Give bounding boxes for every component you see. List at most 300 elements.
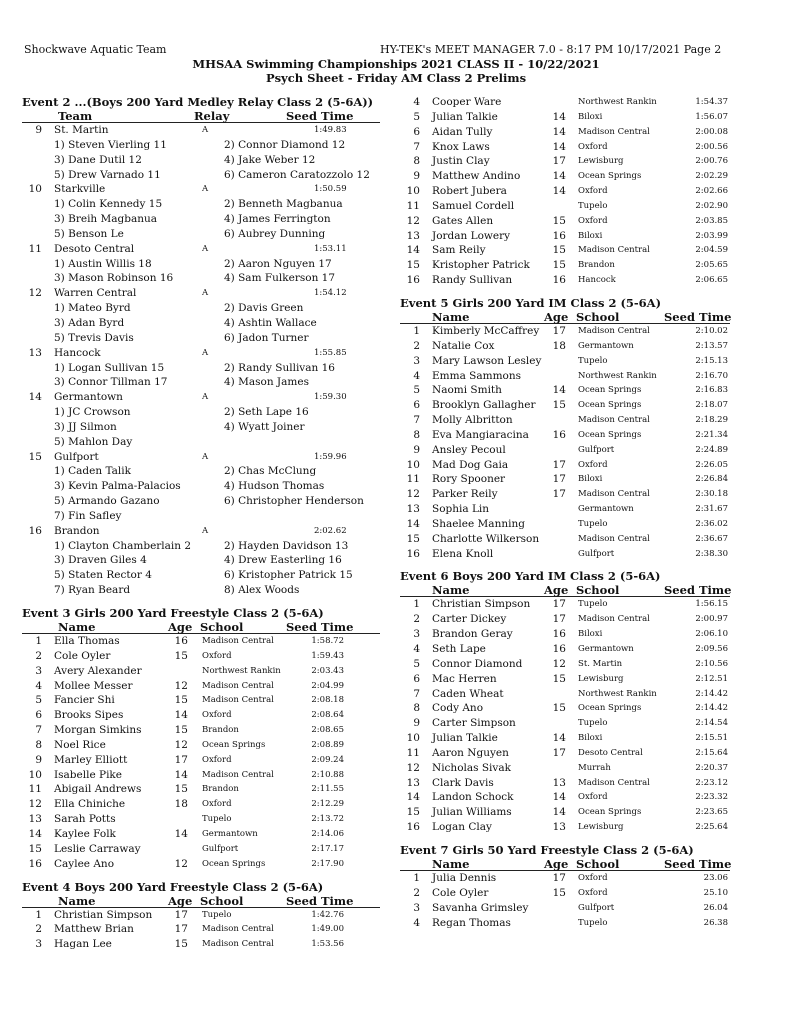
swimmer-name: Cooper Ware [432,96,502,108]
rank: 10 [28,768,42,781]
rank: 4 [413,643,420,655]
seed-time: 2:18.07 [695,400,728,411]
swimmer-name: Regan Thomas [432,916,511,929]
rank: 12 [28,287,42,300]
header-school: School [200,893,244,908]
swimmer: 5) Mahlon Day [54,435,133,448]
school: Madison Central [202,769,274,780]
swimmer-name: Aidan Tully [432,125,493,138]
relay-swimmer-row [22,509,380,524]
entry-row [22,768,380,783]
rank: 9 [413,170,420,183]
swimmer-name: Caylee Ano [54,857,115,870]
table-header [22,109,380,123]
swimmer-name: Cole Oyler [54,649,111,662]
seed-time: 23.06 [703,872,728,883]
swimmer: 7) Fin Safley [54,509,122,522]
age: 17 [552,488,566,501]
header-name: Name [432,856,470,871]
entry-row [400,916,730,931]
swimmer-name: Caden Wheat [432,687,504,700]
header-school: School [576,856,620,871]
entry-row [22,723,380,738]
entry-row [22,827,380,842]
swimmer-name: Logan Clay [432,821,492,834]
table-header [22,894,380,908]
school: Gulfport [202,843,239,854]
entry-row [22,937,380,952]
swimmer-name: Fancier Shi [54,694,115,707]
header-age: Age [544,856,569,871]
school: Lewisburg [578,156,624,167]
age: 17 [174,908,188,921]
swimmer-name: Sarah Potts [54,813,116,826]
rank: 14 [28,391,42,404]
swimmer-name: Sam Reily [432,244,486,257]
swimmer-name: Ella Chiniche [54,798,126,811]
age: 17 [174,753,188,766]
entry-row [22,708,380,723]
age: 17 [552,473,566,486]
entry-row [400,701,730,716]
rank: 1 [413,598,420,611]
rank: 10 [406,185,420,198]
entry-row [400,428,730,443]
school: Ocean Springs [202,739,266,750]
entry-row [400,871,730,886]
seed-time: 2:03.43 [311,665,344,676]
seed-time: 2:17.17 [311,843,344,854]
seed-time: 2:10.88 [311,769,344,780]
seed-time: 2:09.24 [311,754,344,765]
swimmer-name: Julian Talkie [432,110,498,123]
entry-row [22,857,380,872]
swimmer-name: Justin Clay [432,155,490,168]
swimmer-name: Jordan Lowery [432,229,511,242]
school: Biloxi [578,230,603,241]
seed-time: 1:58.72 [311,636,344,646]
school: Germantown [578,644,634,654]
school: Oxford [578,186,608,197]
entry-row [400,214,730,229]
seed-time: 2:10.56 [695,658,728,669]
header-age: Age [168,893,193,908]
seed-time: 2:00.08 [695,126,728,137]
sheet-title: Psych Sheet - Friday AM Class 2 Prelims [265,71,527,85]
rank: 3 [35,938,42,951]
swimmer-name: Randy Sullivan [432,274,513,287]
team-name: Warren Central [54,287,137,300]
swimmer-name: Shaelee Manning [432,517,525,530]
age: 12 [174,679,188,692]
relay-swimmer-row [22,361,380,376]
swimmer-name: Carter Dickey [432,613,507,626]
rank: 7 [35,724,42,737]
entry-row [400,687,730,702]
relay-team-row [22,450,380,465]
seed-time: 25.10 [703,887,728,898]
school: Madison Central [202,680,274,691]
swimmer-name: Savanha Grimsley [432,901,529,914]
right-column [400,95,730,930]
seed-time: 1:49.00 [311,924,344,935]
entry-row [400,369,730,384]
table-header [22,620,380,634]
seed-time: 2:14.54 [695,718,728,729]
entry-row [22,922,380,937]
entry-row [400,110,730,125]
swimmer: 3) Mason Robinson 16 [54,272,174,285]
entry-row [22,842,380,857]
entry-row [400,154,730,169]
entry-row [400,820,730,835]
age: 16 [174,635,188,647]
rank: 11 [406,746,420,759]
swimmer-name: Landon Schock [432,791,514,804]
school: Tupelo [578,917,608,928]
rank: 6 [413,125,420,138]
seed-time: 1:55.85 [314,347,347,358]
swimmer: 4) Ashtin Wallace [224,316,317,329]
age: 14 [552,384,566,397]
relay-letter: A [202,392,209,403]
swimmer: 4) Jake Weber 12 [224,153,316,166]
rank: 15 [406,806,420,819]
relay-swimmer-row [22,197,380,212]
swimmer: 1) Caden Talik [54,465,131,478]
swimmer: 6) Aubrey Dunning [224,227,326,240]
swimmer: 3) Breih Magbanua [54,213,158,226]
swimmer: 5) Armando Gazano [54,495,160,508]
age: 17 [552,746,566,759]
rank: 3 [35,664,42,677]
rank: 4 [35,679,42,692]
entry-row [400,140,730,155]
swimmer-name: Eva Mangiaracina [432,428,529,441]
swimmer: 2) Connor Diamond 12 [224,138,346,151]
relay-swimmer-row [22,212,380,227]
team-name: Shockwave Aquatic Team [24,43,167,56]
entry-row [400,627,730,642]
relay-team-row [22,182,380,197]
school: Madison Central [202,924,274,935]
header-school: School [200,620,244,634]
seed-time: 1:59.96 [314,451,347,462]
rank: 16 [406,821,420,834]
age: 16 [552,628,566,641]
school: Brandon [578,260,615,271]
swimmer-name: Morgan Simkins [54,724,142,737]
seed-time: 2:15.51 [695,733,728,744]
age: 15 [174,938,188,951]
rank: 7 [413,140,420,153]
rank: 1 [35,908,42,921]
seed-time: 2:26.05 [695,459,728,470]
swimmer-name: Isabelle Pike [54,768,122,781]
seed-time: 2:38.30 [695,548,728,559]
swimmer-name: Seth Lape [432,643,486,655]
school: Germantown [202,828,258,839]
swimmer-name: Marley Elliott [54,753,128,766]
rank: 7 [413,414,420,427]
seed-time: 2:16.70 [695,370,728,381]
seed-time: 2:08.18 [311,695,344,706]
entry-row [400,383,730,398]
swimmer: 3) Dane Dutil 12 [54,153,142,166]
seed-time: 2:13.57 [695,340,728,351]
rank: 14 [406,791,420,804]
entry-row [22,679,380,694]
swimmer-name: Parker Reily [432,488,498,501]
swimmer: 4) Wyatt Joiner [224,420,305,433]
seed-time: 2:17.90 [311,858,344,869]
rank: 8 [413,702,420,715]
age: 17 [552,598,566,611]
age: 16 [552,643,566,655]
swimmer-name: Connor Diamond [432,657,523,670]
age: 15 [174,783,188,796]
relay-swimmer-row [22,153,380,168]
rank: 12 [406,488,420,501]
relay-list [22,123,380,598]
relay-team-row [22,242,380,257]
seed-time: 2:02.90 [695,200,728,211]
event-title: Event 4 Boys 200 Yard Freestyle Class 2 (5-6A) [22,879,324,894]
swimmer-name: Leslie Carraway [54,842,141,855]
age: 16 [552,229,566,242]
age: 17 [552,613,566,626]
seed-time: 2:04.59 [695,245,728,256]
left-column [22,95,380,952]
school: Lewisburg [578,673,624,684]
seed-time: 1:56.15 [695,599,728,610]
school: Hancock [578,275,616,286]
relay-swimmer-row [22,331,380,346]
event-title: Event 6 Boys 200 Yard IM Class 2 (5-6A) [400,569,661,584]
team-name: Brandon [54,524,100,537]
team-name: St. Martin [54,124,109,136]
school: Madison Central [578,325,650,336]
entry-row [400,339,730,354]
rank: 3 [413,901,420,914]
rank: 2 [35,923,42,936]
swimmer-name: Nicholas Sivak [432,761,511,774]
swimmer-name: Christian Simpson [54,908,153,921]
relay-team-row [22,286,380,301]
swimmer: 5) Staten Rector 4 [54,569,152,582]
entry-row [400,790,730,805]
swimmer-name: Samuel Cordell [432,199,515,212]
rank: 14 [406,517,420,530]
relay-letter: A [202,347,209,358]
swimmer-name: Kimberly McCaffrey [432,324,540,337]
swimmer-name: Brooklyn Gallagher [432,399,536,412]
school: Madison Central [578,614,650,625]
entry-row [400,761,730,776]
entry-list [400,597,730,835]
header-name: Name [432,583,470,598]
header-school: School [576,583,620,598]
rank: 9 [35,124,42,136]
table-header [400,310,730,324]
entry-row [22,797,380,812]
school: Madison Central [578,415,650,426]
seed-time: 1:49.83 [314,125,347,135]
seed-time: 2:18.29 [695,415,728,426]
relay-team-row [22,346,380,361]
entry-row [400,517,730,532]
seed-time: 1:54.37 [695,97,728,107]
swimmer: 4) Drew Easterling 16 [224,554,342,567]
school: Biloxi [578,474,603,485]
school: Tupelo [202,909,232,920]
swimmer-name: Abigail Andrews [54,783,142,796]
age: 14 [174,768,188,781]
school: Madison Central [578,489,650,500]
entry-row [22,634,380,649]
entry-list [400,871,730,930]
swimmer: 2) Hayden Davidson 13 [224,539,349,552]
event-title: Event 5 Girls 200 Yard IM Class 2 (5-6A) [400,295,662,310]
seed-time: 2:24.89 [695,444,728,455]
swimmer-name: Kaylee Folk [54,827,116,840]
seed-time: 2:12.29 [311,799,344,810]
entry-row [400,95,730,110]
rank: 16 [28,524,42,537]
age: 17 [552,871,566,884]
entry-row [400,324,730,339]
entry-row [400,398,730,413]
swimmer-name: Avery Alexander [54,664,142,677]
swimmer: 1) Austin Willis 18 [54,257,152,270]
rank: 6 [413,399,420,412]
swimmer: 4) James Ferrington [224,213,331,226]
age: 15 [552,244,566,257]
rank: 7 [413,687,420,700]
school: Biloxi [578,111,603,122]
entry-row [22,738,380,753]
school: Northwest Rankin [202,665,281,676]
rank: 10 [406,458,420,471]
entry-row [400,169,730,184]
age: 15 [552,259,566,272]
rank: 12 [406,761,420,774]
entry-row [400,547,730,562]
entry-row [400,805,730,820]
school: Germantown [578,504,634,515]
school: Desoto Central [578,747,643,758]
school: Oxford [202,754,232,765]
rank: 15 [406,259,420,272]
swimmer: 5) Benson Le [54,227,124,240]
entry-row [400,532,730,547]
swimmer: 2) Randy Sullivan 16 [224,361,335,374]
swimmer-name: Clark Davis [432,776,494,789]
swimmer: 3) Kevin Palma-Palacios [54,480,181,493]
seed-time: 1:53.11 [314,243,347,254]
entry-row [400,184,730,199]
rank: 5 [35,694,42,707]
seed-time: 2:14.42 [695,688,728,699]
age: 15 [174,724,188,737]
entry-row [400,731,730,746]
relay-swimmer-row [22,568,380,583]
relay-swimmer-row [22,494,380,509]
swimmer: 3) Draven Giles 4 [54,554,147,567]
age: 15 [174,649,188,662]
relay-team-row [22,524,380,539]
seed-time: 2:12.51 [695,673,728,684]
relay-swimmer-row [22,479,380,494]
school: Biloxi [578,629,603,640]
rank: 10 [28,183,42,196]
seed-time: 2:04.99 [311,680,344,691]
swimmer-name: Cole Oyler [432,886,489,899]
header-name: Name [432,309,470,324]
age: 15 [552,672,566,685]
swimmer: 3) Adan Byrd [54,316,125,329]
team-name: Hancock [54,346,101,359]
school: Madison Central [578,533,650,544]
swimmer: 8) Alex Woods [224,584,300,597]
seed-time: 2:00.97 [695,614,728,625]
rank: 4 [413,369,420,382]
header-age: Age [544,309,569,324]
school: Madison Central [202,939,274,950]
swimmer: 3) Connor Tillman 17 [54,376,168,389]
relay-swimmer-row [22,539,380,554]
school: Oxford [202,650,232,661]
school: Madison Central [578,245,650,256]
rank: 14 [406,244,420,257]
swimmer: 6) Christopher Henderson [224,495,364,508]
event-title: Event 2 ...(Boys 200 Yard Medley Relay Class 2 (5-6A)) [22,95,374,109]
swimmer: 7) Ryan Beard [54,584,131,597]
rank: 5 [413,657,420,670]
swimmer: 6) Jadon Turner [224,331,309,344]
swimmer: 4) Mason James [224,376,309,389]
age: 14 [174,827,188,840]
swimmer: 4) Hudson Thomas [224,480,325,493]
swimmer: 2) Benneth Magbanua [224,198,343,211]
entry-row [400,612,730,627]
school: Oxford [202,710,232,721]
entry-row [400,657,730,672]
relay-swimmer-row [22,301,380,316]
swimmer-name: Julian Williams [432,806,512,819]
swimmer-name: Cody Ano [432,702,484,715]
entry-row [400,642,730,657]
age: 15 [552,886,566,899]
school: Biloxi [578,733,603,744]
entry-row [400,443,730,458]
rank: 15 [28,842,42,855]
rank: 4 [413,96,420,108]
school: Ocean Springs [578,171,642,182]
header-name: Name [58,893,96,908]
seed-time: 1:59.43 [311,650,344,661]
seed-time: 2:26.84 [695,474,728,485]
seed-time: 2:23.32 [695,792,728,803]
school: Ocean Springs [578,385,642,396]
entry-row [400,597,730,612]
school: Tupelo [578,718,608,729]
school: Tupelo [578,518,608,529]
age: 13 [552,776,566,789]
entry-row [400,472,730,487]
entry-list [22,908,380,953]
school: Ocean Springs [578,429,642,440]
